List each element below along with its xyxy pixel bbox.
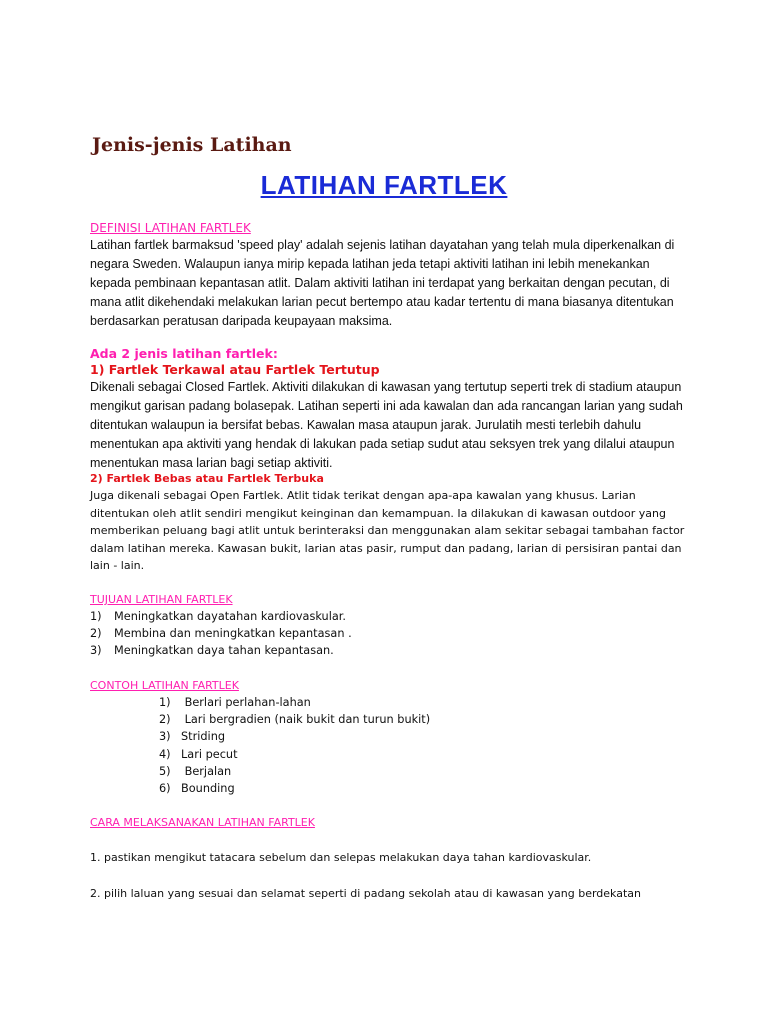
list-item: 2) Lari bergradien (naik bukit dan turun bukit) <box>159 713 431 727</box>
definisi-heading: DEFINISI LATIHAN FARTLEK <box>90 221 251 235</box>
cara-heading: CARA MELAKSANAKAN LATIHAN FARTLEK <box>90 816 315 829</box>
tujuan-list <box>90 608 352 659</box>
jenis-intro: Ada 2 jenis latihan fartlek: <box>90 346 278 361</box>
list-item: 6) Bounding <box>159 782 235 796</box>
list-item: 1) Meningkatkan dayatahan kardiovaskular. <box>90 610 346 623</box>
type1-title: 1) Fartlek Terkawal atau Fartlek Tertutup <box>90 362 380 377</box>
type2-title: 2) Fartlek Bebas atau Fartlek Terbuka <box>90 472 324 485</box>
section-heading: Jenis-jenis Latihan <box>92 134 292 156</box>
contoh-list <box>159 694 430 797</box>
list-item: 3) Striding <box>159 730 226 744</box>
contoh-heading: CONTOH LATIHAN FARTLEK <box>90 679 239 692</box>
definisi-paragraph: Latihan fartlek barmaksud 'speed play' adalah sejenis latihan dayatahan yang telah mula diperkenalkan di negara Sweden. Walaupun ianya mirip kepada latihan jeda tetapi aktiviti latihan ini lebih menekankan kepada pembinaan kepantasan atlit. Dalam aktiviti latihan ini terdapat yang berkaitan dengan pecutan, di mana atlit dikehendaki melakukan larian pecut bertempo atau kadar tertentu di mana biasanya ditentukan berdasarkan peratusan daripada keupayaan maksima. <box>90 238 675 328</box>
page-title: LATIHAN FARTLEK <box>260 170 508 200</box>
cara-step-2: 2. pilih laluan yang sesuai dan selamat seperti di padang sekolah atau di kawasan yang berdekatan <box>90 887 641 900</box>
type2-paragraph: Juga dikenali sebagai Open Fartlek. Atlit tidak terikat dengan apa-apa kawalan yang khusus. Larian ditentukan oleh atlit sendiri mengikut keinginan dan kemampuan. Ia dilakukan di kawasan outdoor yang memberikan peluang bagi atlit untuk berinteraksi dan menggunakan alam sekitar sebagai tambahan factor dalam latihan mereka. Kawasan bukit, larian atas pasir, rumput dan padang, larian di persisiran pantai dan lain - lain. <box>90 489 685 572</box>
list-item: 5) Berjalan <box>159 764 232 778</box>
list-item: 2) Membina dan meningkatkan kepantasan . <box>90 627 352 640</box>
list-item: 4) Lari pecut <box>159 747 238 761</box>
list-item: 1) Berlari perlahan-lahan <box>159 696 311 709</box>
type1-paragraph: Dikenali sebagai Closed Fartlek. Aktiviti dilakukan di kawasan yang tertutup seperti trek di stadium ataupun mengikut garisan padang bolasepak. Latihan seperti ini ada kawalan dan ada rancangan larian yang sudah ditentukan walaupun ia bersifat bebas. Kawalan masa ataupun jarak. Jurulatih mesti terlebih dahulu menentukan apa aktiviti yang hendak di lakukan pada setiap sudut atau seksyen trek yang dilalui ataupun menentukan masa larian bagi setiap aktiviti. <box>90 380 683 470</box>
tujuan-heading: TUJUAN LATIHAN FARTLEK <box>90 593 233 606</box>
cara-step-1: 1. pastikan mengikut tatacara sebelum dan selepas melakukan daya tahan kardiovaskular. <box>90 851 592 864</box>
list-item: 3) Meningkatkan daya tahan kepantasan. <box>90 644 334 657</box>
